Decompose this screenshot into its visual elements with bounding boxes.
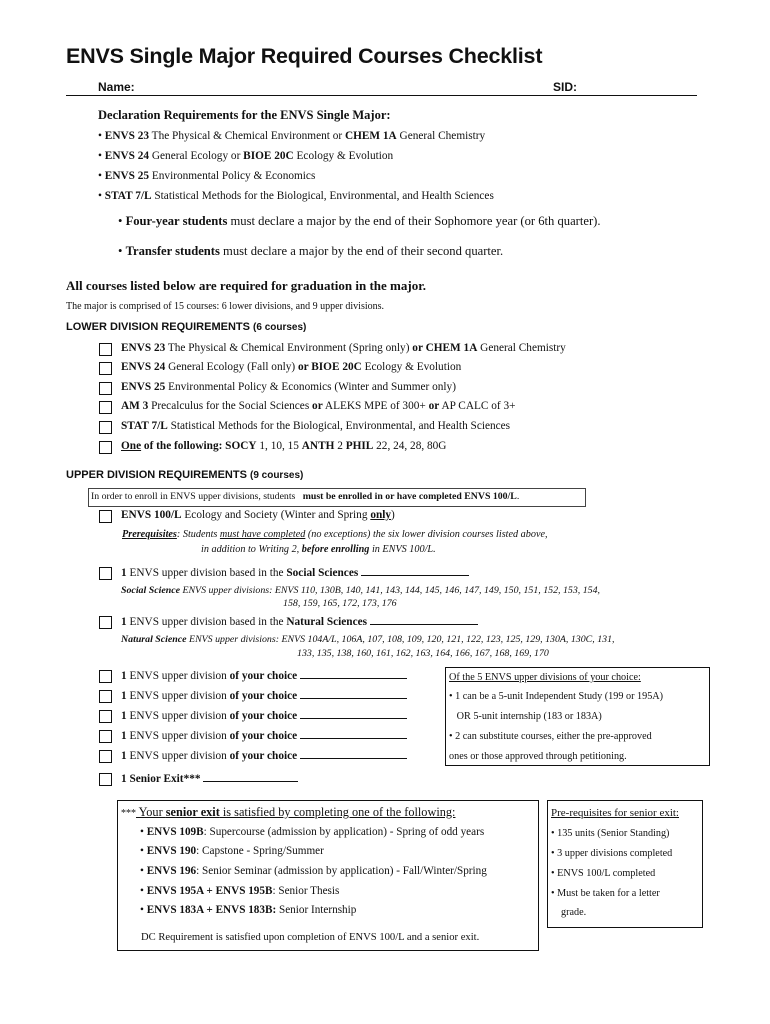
checkbox-choice-3[interactable] xyxy=(99,710,112,723)
choice-info-line: • 2 can substitute courses, either the pre-approved xyxy=(449,731,652,742)
checkbox-choice-4[interactable] xyxy=(99,730,112,743)
name-sid-line xyxy=(66,79,697,96)
checkbox-natural-sciences[interactable] xyxy=(99,616,112,629)
upper-item-choice: 1 ENVS upper division of your choice xyxy=(121,729,407,742)
upper-item-choice: 1 ENVS upper division of your choice xyxy=(121,749,407,762)
upper-division-heading: UPPER DIVISION REQUIREMENTS (9 courses) xyxy=(66,469,304,481)
choice-info-title: Of the 5 ENVS upper divisions of your choice: xyxy=(449,672,641,683)
natural-science-list-line2: 133, 135, 138, 160, 161, 162, 163, 164, 166, 167, 168, 169, 170 xyxy=(297,648,549,659)
name-label: Name: xyxy=(98,80,135,94)
checkbox-choice-1[interactable] xyxy=(99,670,112,683)
checkbox-senior-exit[interactable] xyxy=(99,773,112,786)
enroll-note: In order to enroll in ENVS upper divisions, students must be enrolled in or have completed ENVS 100/L. xyxy=(91,491,520,502)
page-title: ENVS Single Major Required Courses Checklist xyxy=(66,44,543,68)
lower-item-one-of-following: One of the following: SOCY 1, 10, 15 ANTH 2 PHIL 22, 24, 28, 80G xyxy=(121,440,447,452)
checkbox-social-sciences[interactable] xyxy=(99,567,112,580)
lower-item-envs24: ENVS 24 General Ecology (Fall only) or BIOE 20C Ecology & Evolution xyxy=(121,361,462,373)
senior-exit-prereq-line: • 3 upper divisions completed xyxy=(551,848,673,859)
checkbox-envs24[interactable] xyxy=(99,362,112,375)
upper-item-choice: 1 ENVS upper division of your choice xyxy=(121,689,407,702)
senior-exit-option: • ENVS 195A + ENVS 195B: Senior Thesis xyxy=(140,885,340,897)
checkbox-envs23[interactable] xyxy=(99,343,112,356)
senior-exit-option: • ENVS 196: Senior Seminar (admission by application) - Fall/Winter/Spring xyxy=(140,865,487,877)
social-science-list-line2: 158, 159, 165, 172, 173, 176 xyxy=(283,598,397,609)
social-science-list: Social Science ENVS upper divisions: ENVS 110, 130B, 140, 141, 143, 144, 145, 146, 147, 149, 150, 151, 152, 153, 154, xyxy=(121,585,601,596)
senior-exit-option: • ENVS 183A + ENVS 183B: Senior Internship xyxy=(140,904,357,916)
checkbox-envs25[interactable] xyxy=(99,382,112,395)
upper-item-natural-sciences: 1 ENVS upper division based in the Natural Sciences xyxy=(121,615,478,628)
upper-item-envs100: ENVS 100/L Ecology and Society (Winter and Spring only) xyxy=(121,509,395,521)
checkbox-one-of-following[interactable] xyxy=(99,441,112,454)
sid-label: SID: xyxy=(553,80,577,94)
prerequisites-note-line2: in addition to Writing 2, before enrolling in ENVS 100/L. xyxy=(201,544,436,555)
natural-science-list: Natural Science ENVS upper divisions: ENVS 104A/L, 106A, 107, 108, 109, 120, 121, 122, 123, 125, 129, 130A, 130C, 131, xyxy=(121,634,615,645)
lower-item-am3: AM 3 Precalculus for the Social Sciences or ALEKS MPE of 300+ or AP CALC of 3+ xyxy=(121,400,516,412)
declaration-note: • Transfer students must declare a major by the end of their second quarter. xyxy=(118,244,504,258)
upper-item-social-sciences: 1 ENVS upper division based in the Social Sciences xyxy=(121,566,469,579)
senior-exit-option: • ENVS 109B: Supercourse (admission by application) - Spring of odd years xyxy=(140,826,485,838)
declaration-item: • ENVS 23 The Physical & Chemical Environment or CHEM 1A General Chemistry xyxy=(98,130,486,142)
declaration-item: • ENVS 25 Environmental Policy & Economics xyxy=(98,170,316,182)
prerequisites-note: Prerequisites: Students must have completed (no exceptions) the six lower division courses listed above, xyxy=(122,529,548,540)
dc-requirement: DC Requirement is satisfied upon completion of ENVS 100/L and a senior exit. xyxy=(141,932,480,943)
choice-info-line: OR 5-unit internship (183 or 183A) xyxy=(449,711,602,722)
declaration-item: • ENVS 24 General Ecology or BIOE 20C Ecology & Evolution xyxy=(98,150,394,162)
declaration-note: • Four-year students must declare a major by the end of their Sophomore year (or 6th quarter). xyxy=(118,214,601,228)
senior-exit-heading: *** Your senior exit is satisfied by completing one of the following: xyxy=(121,805,456,819)
senior-exit-prereq-title: Pre-requisites for senior exit: xyxy=(551,807,679,819)
senior-exit-option: • ENVS 190: Capstone - Spring/Summer xyxy=(140,845,324,857)
checkbox-choice-5[interactable] xyxy=(99,750,112,763)
checkbox-choice-2[interactable] xyxy=(99,690,112,703)
upper-item-senior-exit: 1 Senior Exit*** xyxy=(121,772,298,785)
checkbox-stat7[interactable] xyxy=(99,421,112,434)
senior-exit-prereq-line: • ENVS 100/L completed xyxy=(551,868,656,879)
upper-item-choice: 1 ENVS upper division of your choice xyxy=(121,669,407,682)
choice-info-line: • 1 can be a 5-unit Independent Study (199 or 195A) xyxy=(449,691,664,702)
lower-item-stat7: STAT 7/L Statistical Methods for the Biological, Environmental, and Health Sciences xyxy=(121,420,511,432)
lower-division-heading: LOWER DIVISION REQUIREMENTS (6 courses) xyxy=(66,321,307,333)
major-composition-text: The major is comprised of 15 courses: 6 lower divisions, and 9 upper divisions. xyxy=(66,301,385,312)
upper-item-choice: 1 ENVS upper division of your choice xyxy=(121,709,407,722)
checkbox-am3[interactable] xyxy=(99,401,112,414)
lower-item-envs25: ENVS 25 Environmental Policy & Economics (Winter and Summer only) xyxy=(121,381,456,393)
declaration-item: • STAT 7/L Statistical Methods for the Biological, Environmental, and Health Sciences xyxy=(98,190,494,202)
checkbox-envs100[interactable] xyxy=(99,510,112,523)
all-required-heading: All courses listed below are required for graduation in the major. xyxy=(66,278,427,293)
choice-info-line: ones or those approved through petitioning. xyxy=(449,751,627,762)
declaration-title: Declaration Requirements for the ENVS Single Major: xyxy=(98,108,391,122)
senior-exit-prereq-line: • 135 units (Senior Standing) xyxy=(551,828,670,839)
senior-exit-prereq-line: grade. xyxy=(561,907,587,918)
senior-exit-prereq-line: • Must be taken for a letter xyxy=(551,888,660,899)
lower-item-envs23: ENVS 23 The Physical & Chemical Environment (Spring only) or CHEM 1A General Chemistry xyxy=(121,342,566,354)
